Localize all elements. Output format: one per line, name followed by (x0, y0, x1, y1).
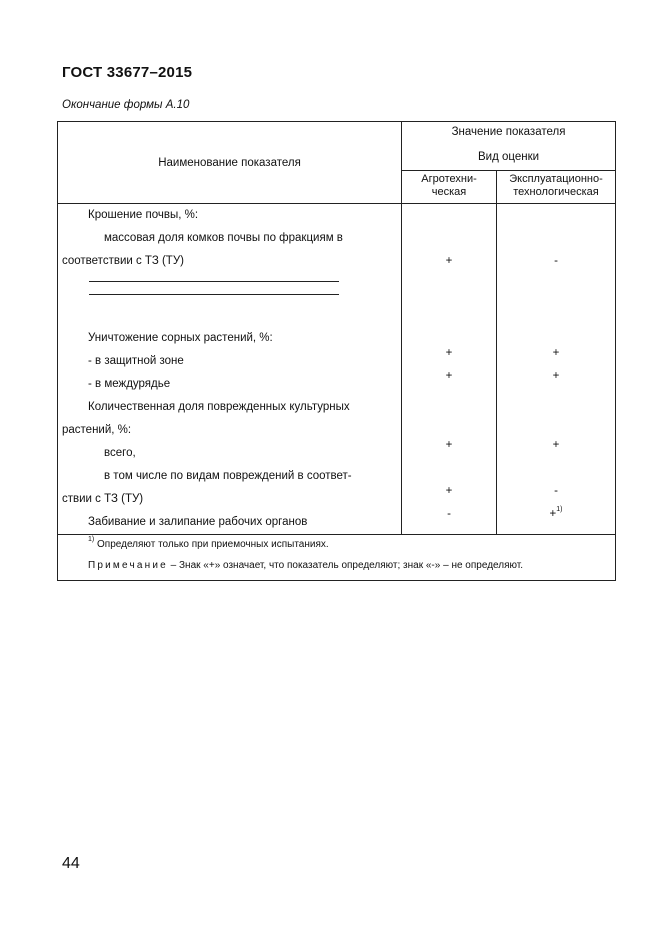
indicator-row: Уничтожение сорных растений, %: (88, 332, 273, 344)
header-indicator-value: Значение показателя (402, 122, 616, 147)
agrotechnical-mark: - (447, 508, 451, 520)
operational-mark-value: + (549, 508, 557, 520)
header-operational (497, 171, 616, 204)
document-title: ГОСТ 33677–2015 (62, 64, 193, 81)
indicator-row: Количественная доля поврежденных культурных (88, 401, 350, 413)
operational-mark-footnote: 1) (556, 506, 563, 513)
indicator-row: всего, (104, 447, 136, 459)
operational-mark (497, 457, 615, 480)
elided-rows-spacer (497, 273, 615, 319)
header-agrotechnical (402, 171, 497, 204)
agrotechnical-mark: + (445, 485, 453, 497)
agrotechnical-mark (402, 388, 496, 411)
footnote-mark: 1) (88, 536, 95, 543)
table-note (58, 558, 615, 574)
operational-mark-value: - (554, 485, 558, 497)
operational-mark (497, 250, 615, 273)
agrotechnical-mark (402, 227, 496, 250)
agrotechnical-mark (402, 319, 496, 342)
indicator-row: растений, %: (62, 424, 132, 436)
header-assessment-type: Вид оценки (402, 146, 616, 171)
elided-rows-separator (58, 281, 401, 327)
header-operational-line1: Эксплуатационно- (509, 173, 603, 185)
agrotechnical-mark: + (445, 347, 453, 359)
operational-mark-value: + (552, 439, 560, 451)
header-agrotechnical-line2: ческая (431, 186, 467, 198)
header-operational-line2: технологическая (513, 186, 599, 198)
indicator-names-column (58, 204, 402, 535)
indicator-row: массовая доля комков почвы по фракциям в (104, 232, 343, 244)
operational-mark (497, 319, 615, 342)
indicator-row: в том числе по видам повреждений в соответ- (104, 470, 352, 482)
agrotechnical-mark (402, 411, 496, 434)
footnote (58, 538, 615, 552)
agrotechnical-column (402, 204, 497, 535)
table-notes (58, 535, 616, 581)
indicator-row: Забивание и залипание рабочих органов (88, 516, 308, 528)
operational-mark (497, 480, 615, 503)
agrotechnical-mark: + (445, 370, 453, 382)
elided-rows-spacer (402, 273, 496, 319)
agrotechnical-mark (402, 457, 496, 480)
indicator-row: - в защитной зоне (88, 355, 184, 367)
header-agrotechnical-line1: Агротехни- (421, 173, 477, 185)
form-caption: Окончание формы А.10 (62, 99, 190, 111)
agrotechnical-mark: + (445, 439, 453, 451)
operational-mark (497, 434, 615, 457)
indicator-row: Крошение почвы, %: (88, 209, 199, 221)
operational-mark (497, 365, 615, 388)
note-text: – Знак «+» означает, что показатель определяют; знак «-» – не определяют. (167, 560, 524, 571)
indicator-row: - в междурядье (88, 378, 171, 390)
operational-column (497, 204, 616, 535)
page-number: 44 (62, 855, 80, 872)
operational-mark-value: + (552, 370, 560, 382)
operational-mark (497, 503, 615, 526)
header-indicator-name: Наименование показателя (58, 122, 402, 204)
operational-mark (497, 411, 615, 434)
operational-mark-value: - (554, 255, 558, 267)
operational-mark (497, 342, 615, 365)
operational-mark (497, 388, 615, 411)
agrotechnical-mark: + (445, 255, 453, 267)
operational-mark-value: + (552, 347, 560, 359)
indicator-table (57, 121, 616, 581)
operational-mark (497, 227, 615, 250)
footnote-text: Определяют только при приемочных испытаниях. (97, 539, 329, 550)
operational-mark (497, 204, 615, 227)
note-label: Примечание (88, 560, 168, 571)
indicator-row: соответствии с ТЗ (ТУ) (62, 255, 184, 267)
indicator-row: ствии с ТЗ (ТУ) (62, 493, 144, 505)
agrotechnical-mark (402, 204, 496, 227)
